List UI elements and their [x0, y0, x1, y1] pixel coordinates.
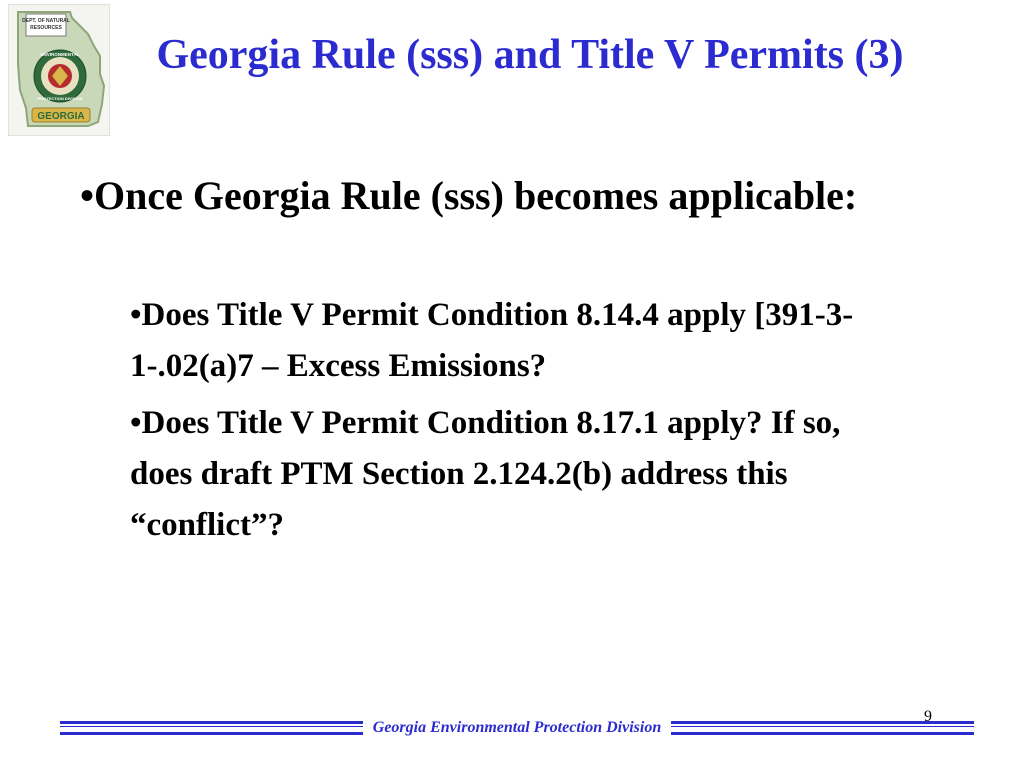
logo-line-2: RESOURCES: [30, 25, 62, 31]
footer-org-name: Georgia Environmental Protection Division: [372, 719, 662, 736]
logo-line-1: DEPT. OF NATURAL: [22, 18, 70, 24]
georgia-seal-icon: [8, 4, 110, 136]
footer: [60, 716, 974, 740]
sub-bullet-excess-emissions: •Does Title V Permit Condition 8.14.4 apply [391-3-1-.02(a)7 – Excess Emissions?: [130, 297, 854, 384]
sub-bullet-list: [130, 290, 890, 557]
ga-epd-logo: [8, 4, 110, 136]
logo-line-4: PROTECTION DIVISION: [37, 96, 83, 101]
sub-bullet-condition-8-17-1: •Does Title V Permit Condition 8.17.1 apply? If so, does draft PTM Section 2.124.2(b) address this “conflict”?: [130, 405, 841, 543]
slide-title: Georgia Rule (sss) and Title V Permits (3): [156, 32, 904, 78]
logo-line-3: ENVIRONMENTAL: [40, 52, 80, 57]
page-number: 9: [924, 708, 932, 725]
main-bullet: •Once Georgia Rule (sss) becomes applicable:: [80, 173, 858, 218]
logo-line-5: GEORGIA: [37, 111, 85, 122]
footer-rule-left: [60, 721, 363, 735]
